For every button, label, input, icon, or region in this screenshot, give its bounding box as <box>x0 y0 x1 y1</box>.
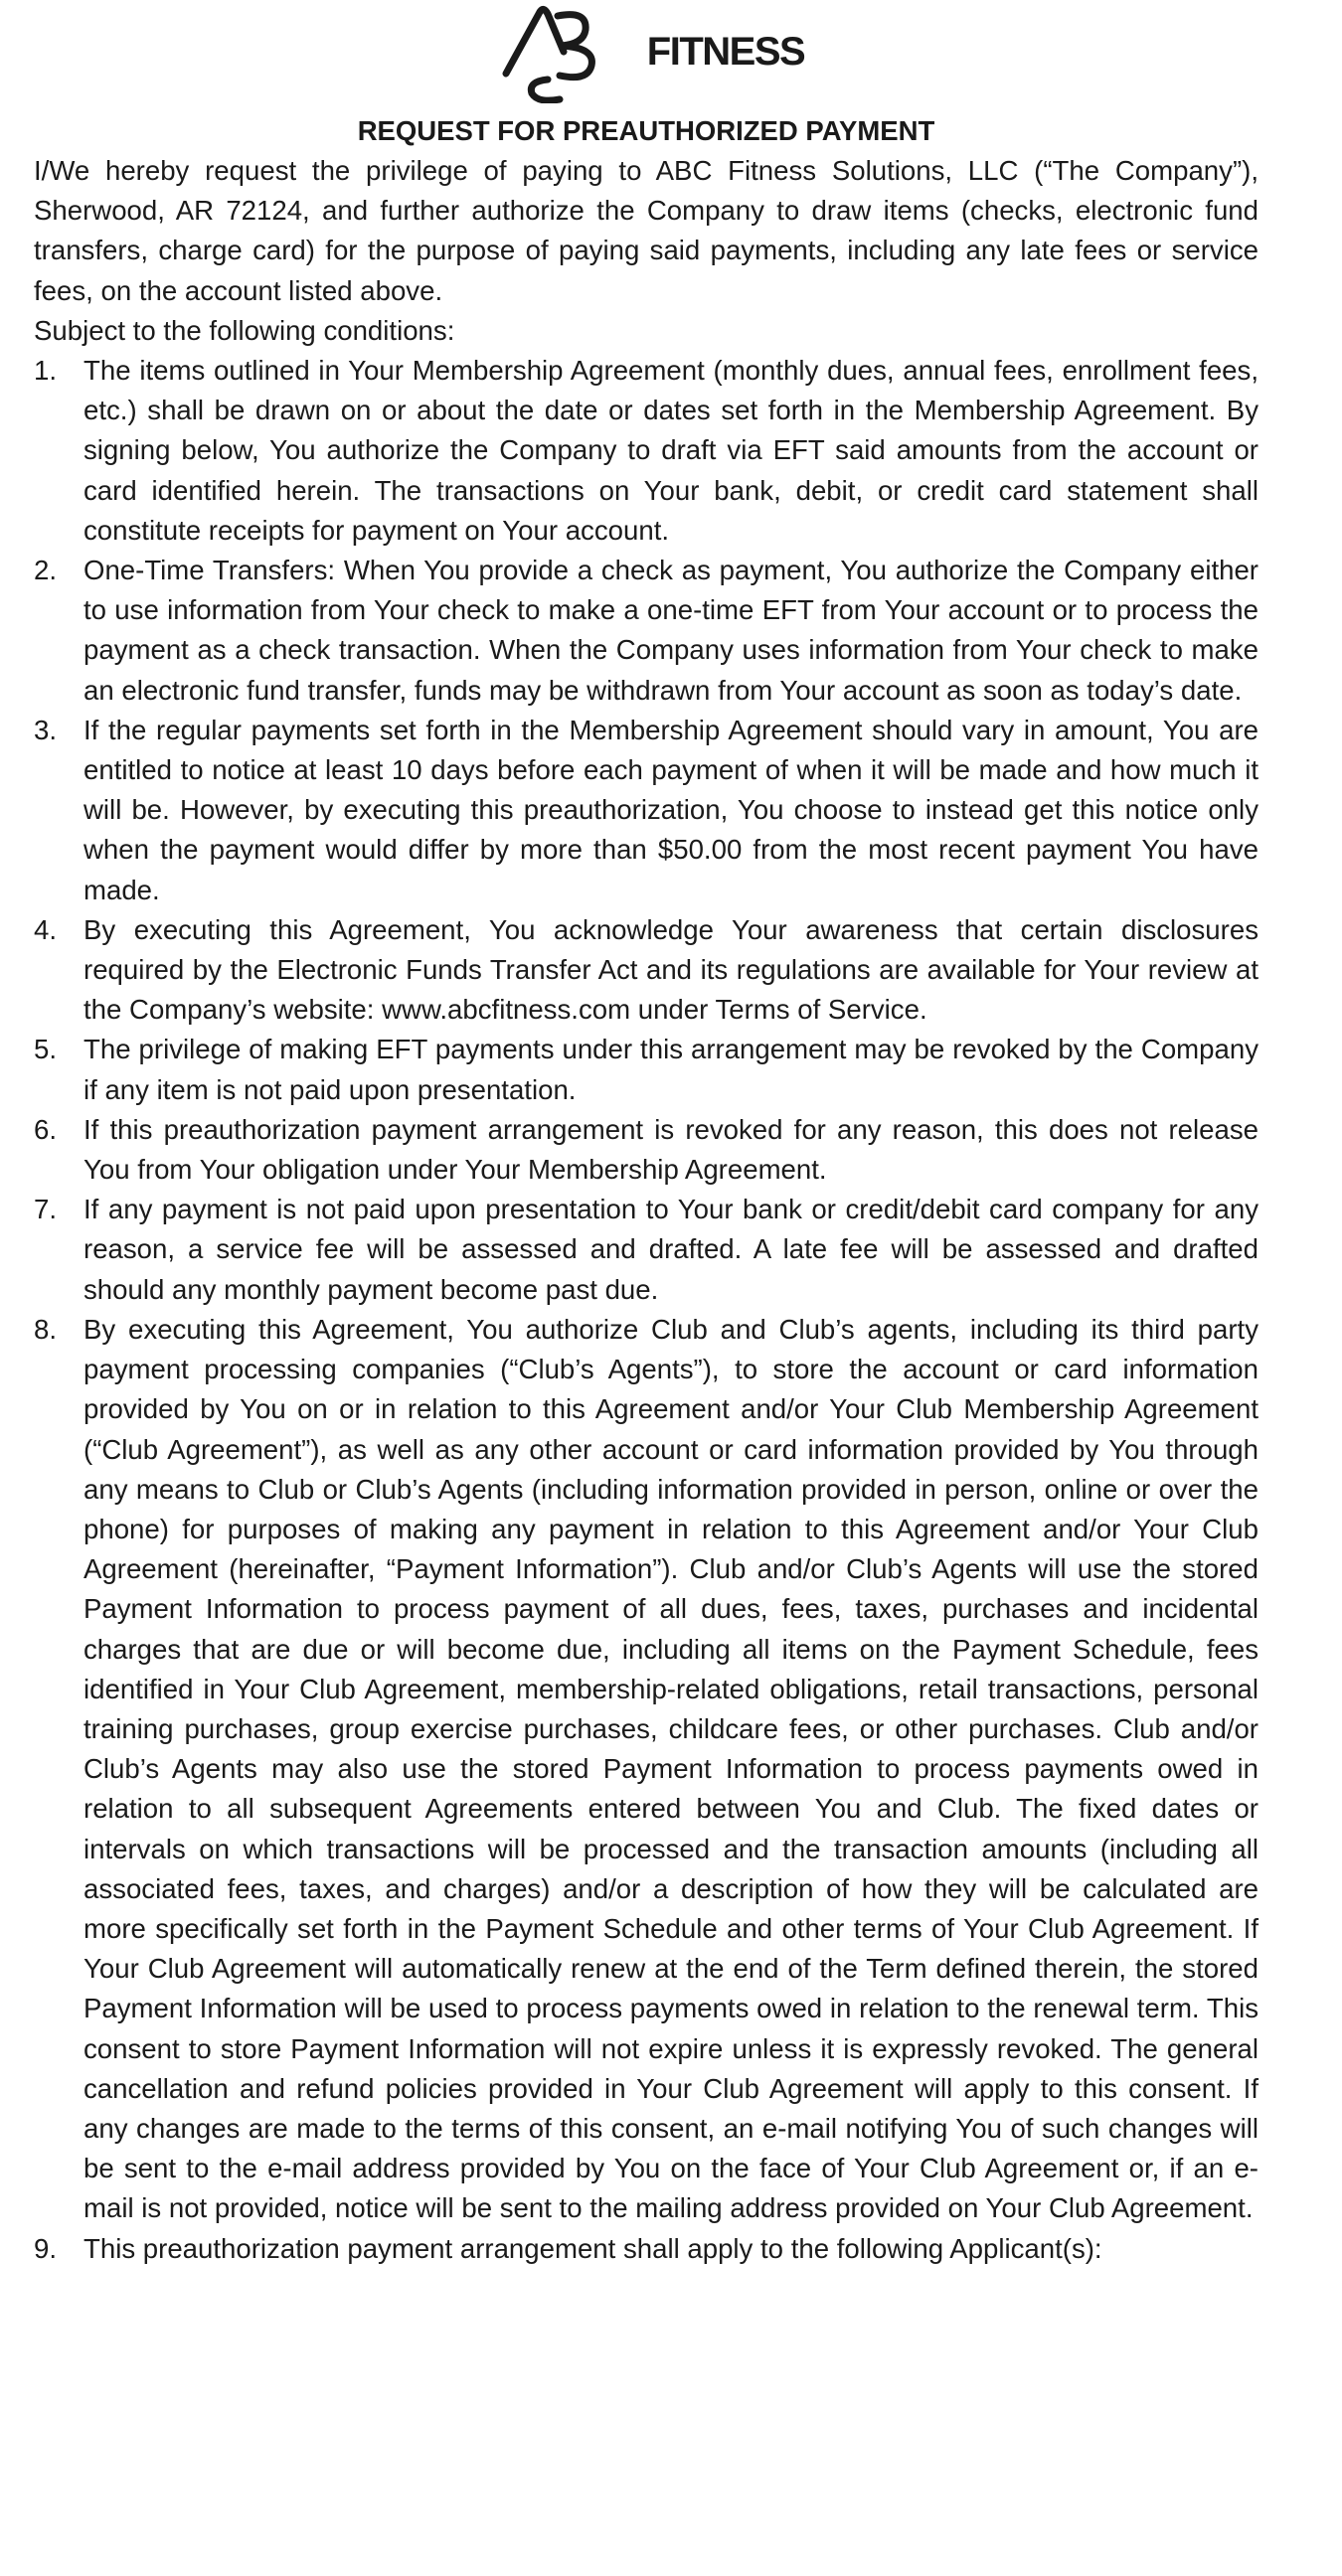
logo <box>34 0 1258 111</box>
condition-item <box>34 351 1258 551</box>
condition-item <box>34 1110 1258 1190</box>
condition-number: 6. <box>34 1113 58 1145</box>
condition-text: One-Time Transfers: When You provide a check as payment, You authorize the Company either to use information from Your check to make a one-time EFT from Your account or to process the payment as a check transaction. When the Company uses information from Your check to make an electronic fund transfer, funds may be withdrawn from Your account as soon as today’s date. <box>84 555 1258 706</box>
condition-number: 5. <box>34 1034 58 1065</box>
condition-text: If the regular payments set forth in the Membership Agreement should vary in amount, You are entitled to notice at least 10 days before each payment of when it will be made and how much it will be. However, by executing this preauthorization, You choose to instead get this notice only when the payment would differ by more than $50.00 from the most recent payment You have made. <box>84 714 1258 905</box>
condition-text: The items outlined in Your Membership Agreement (monthly dues, annual fees, enrollment fees, etc.) shall be drawn on or about the date or dates set forth in the Membership Agreement. By signing below, You authorize the Company to draft via EFT said amounts from the account or card identified herein. The transactions on Your bank, debit, or credit card statement shall constitute receipts for payment on Your account. <box>84 355 1258 546</box>
condition-number: 9. <box>34 2232 58 2264</box>
condition-number: 4. <box>34 913 58 945</box>
condition-item <box>34 551 1258 711</box>
condition-text: By executing this Agreement, You authorize Club and Club’s agents, including its third party payment processing companies (“Club’s Agents”), to store the account or card information provided by You on or in relation to this Agreement and/or Your Club Membership Agreement (“Club Agreement”), as well as any other account or card information provided by You through any means to Club or Club’s Agents (including information provided in person, online or over the phone) for purposes of making any payment in relation to this Agreement and/or Your Club Agreement (hereinafter, “Payment Information”). Club and/or Club’s Agents will use the stored Payment Information to process payment of all dues, fees, taxes, purchases and incidental charges that are due or will become due, including all items on the Payment Schedule, fees identified in Your Club Agreement, membership-related obligations, retail transactions, personal training purchases, group exercise purchases, childcare fees, or other purchases. Club and/or Club’s Agents may also use the stored Payment Information to process payments owed in relation to all subsequent Agreements entered between You and Club. The fixed dates or intervals on which transactions will be processed and the transaction amounts (including all associated fees, taxes, and charges) and/or a description of how they will be calculated are more specifically set forth in the Payment Schedule and other terms of Your Club Agreement. If Your Club Agreement will automatically renew at the end of the Term defined therein, the stored Payment Information will be used to process payments owed in relation to the renewal term. This consent to store Payment Information will not expire unless it is expressly revoked. The general cancellation and refund policies provided in Your Club Agreement will apply to this consent. If any changes are made to the terms of this consent, an e-mail notifying You of such changes will be sent to the e-mail address provided by You on the face of Your Club Agreement or, if an e-mail is not provided, notice will be sent to the mailing address provided on Your Club Agreement. <box>84 1313 1258 2224</box>
document-page <box>34 0 1258 2269</box>
conditions-heading: Subject to the following conditions: <box>34 314 455 346</box>
condition-item <box>34 2229 1258 2269</box>
condition-number: 7. <box>34 1194 58 1225</box>
abc-logo-mark-icon <box>488 4 637 103</box>
intro-paragraph: I/We hereby request the privilege of paying to ABC Fitness Solutions, LLC (“The Company”), Sherwood, AR 72124, and further authorize the Company to draw items (checks, electronic fund transfers, charge card) for the purpose of paying said payments, including any late fees or service fees, on the account listed above. <box>34 155 1258 306</box>
condition-number: 3. <box>34 714 58 745</box>
condition-item <box>34 1190 1258 1310</box>
condition-text: The privilege of making EFT payments under this arrangement may be revoked by the Company if any item is not paid upon presentation. <box>84 1034 1258 1105</box>
condition-number: 8. <box>34 1313 58 1345</box>
condition-text: If this preauthorization payment arrangement is revoked for any reason, this does not release You from Your obligation under Your Membership Agreement. <box>84 1113 1258 1186</box>
condition-item <box>34 711 1258 910</box>
condition-number: 2. <box>34 555 58 586</box>
document-title: REQUEST FOR PREAUTHORIZED PAYMENT <box>357 115 935 146</box>
logo-text: FITNESS <box>646 29 805 74</box>
conditions-list <box>34 351 1258 2269</box>
condition-text: This preauthorization payment arrangement shall apply to the following Applicant(s): <box>84 2232 1102 2264</box>
condition-item <box>34 910 1258 1031</box>
condition-text: By executing this Agreement, You acknowledge Your awareness that certain disclosures required by the Electronic Funds Transfer Act and its regulations are available for Your review at the Company’s website: www.abcfitness.com under Terms of Service. <box>84 913 1258 1026</box>
condition-number: 1. <box>34 355 58 387</box>
condition-item <box>34 1030 1258 1109</box>
condition-text: If any payment is not paid upon presentation to Your bank or credit/debit card company for any reason, a service fee will be assessed and drafted. A late fee will be assessed and drafted should any monthly payment become past due. <box>84 1194 1258 1305</box>
condition-item <box>34 1310 1258 2229</box>
